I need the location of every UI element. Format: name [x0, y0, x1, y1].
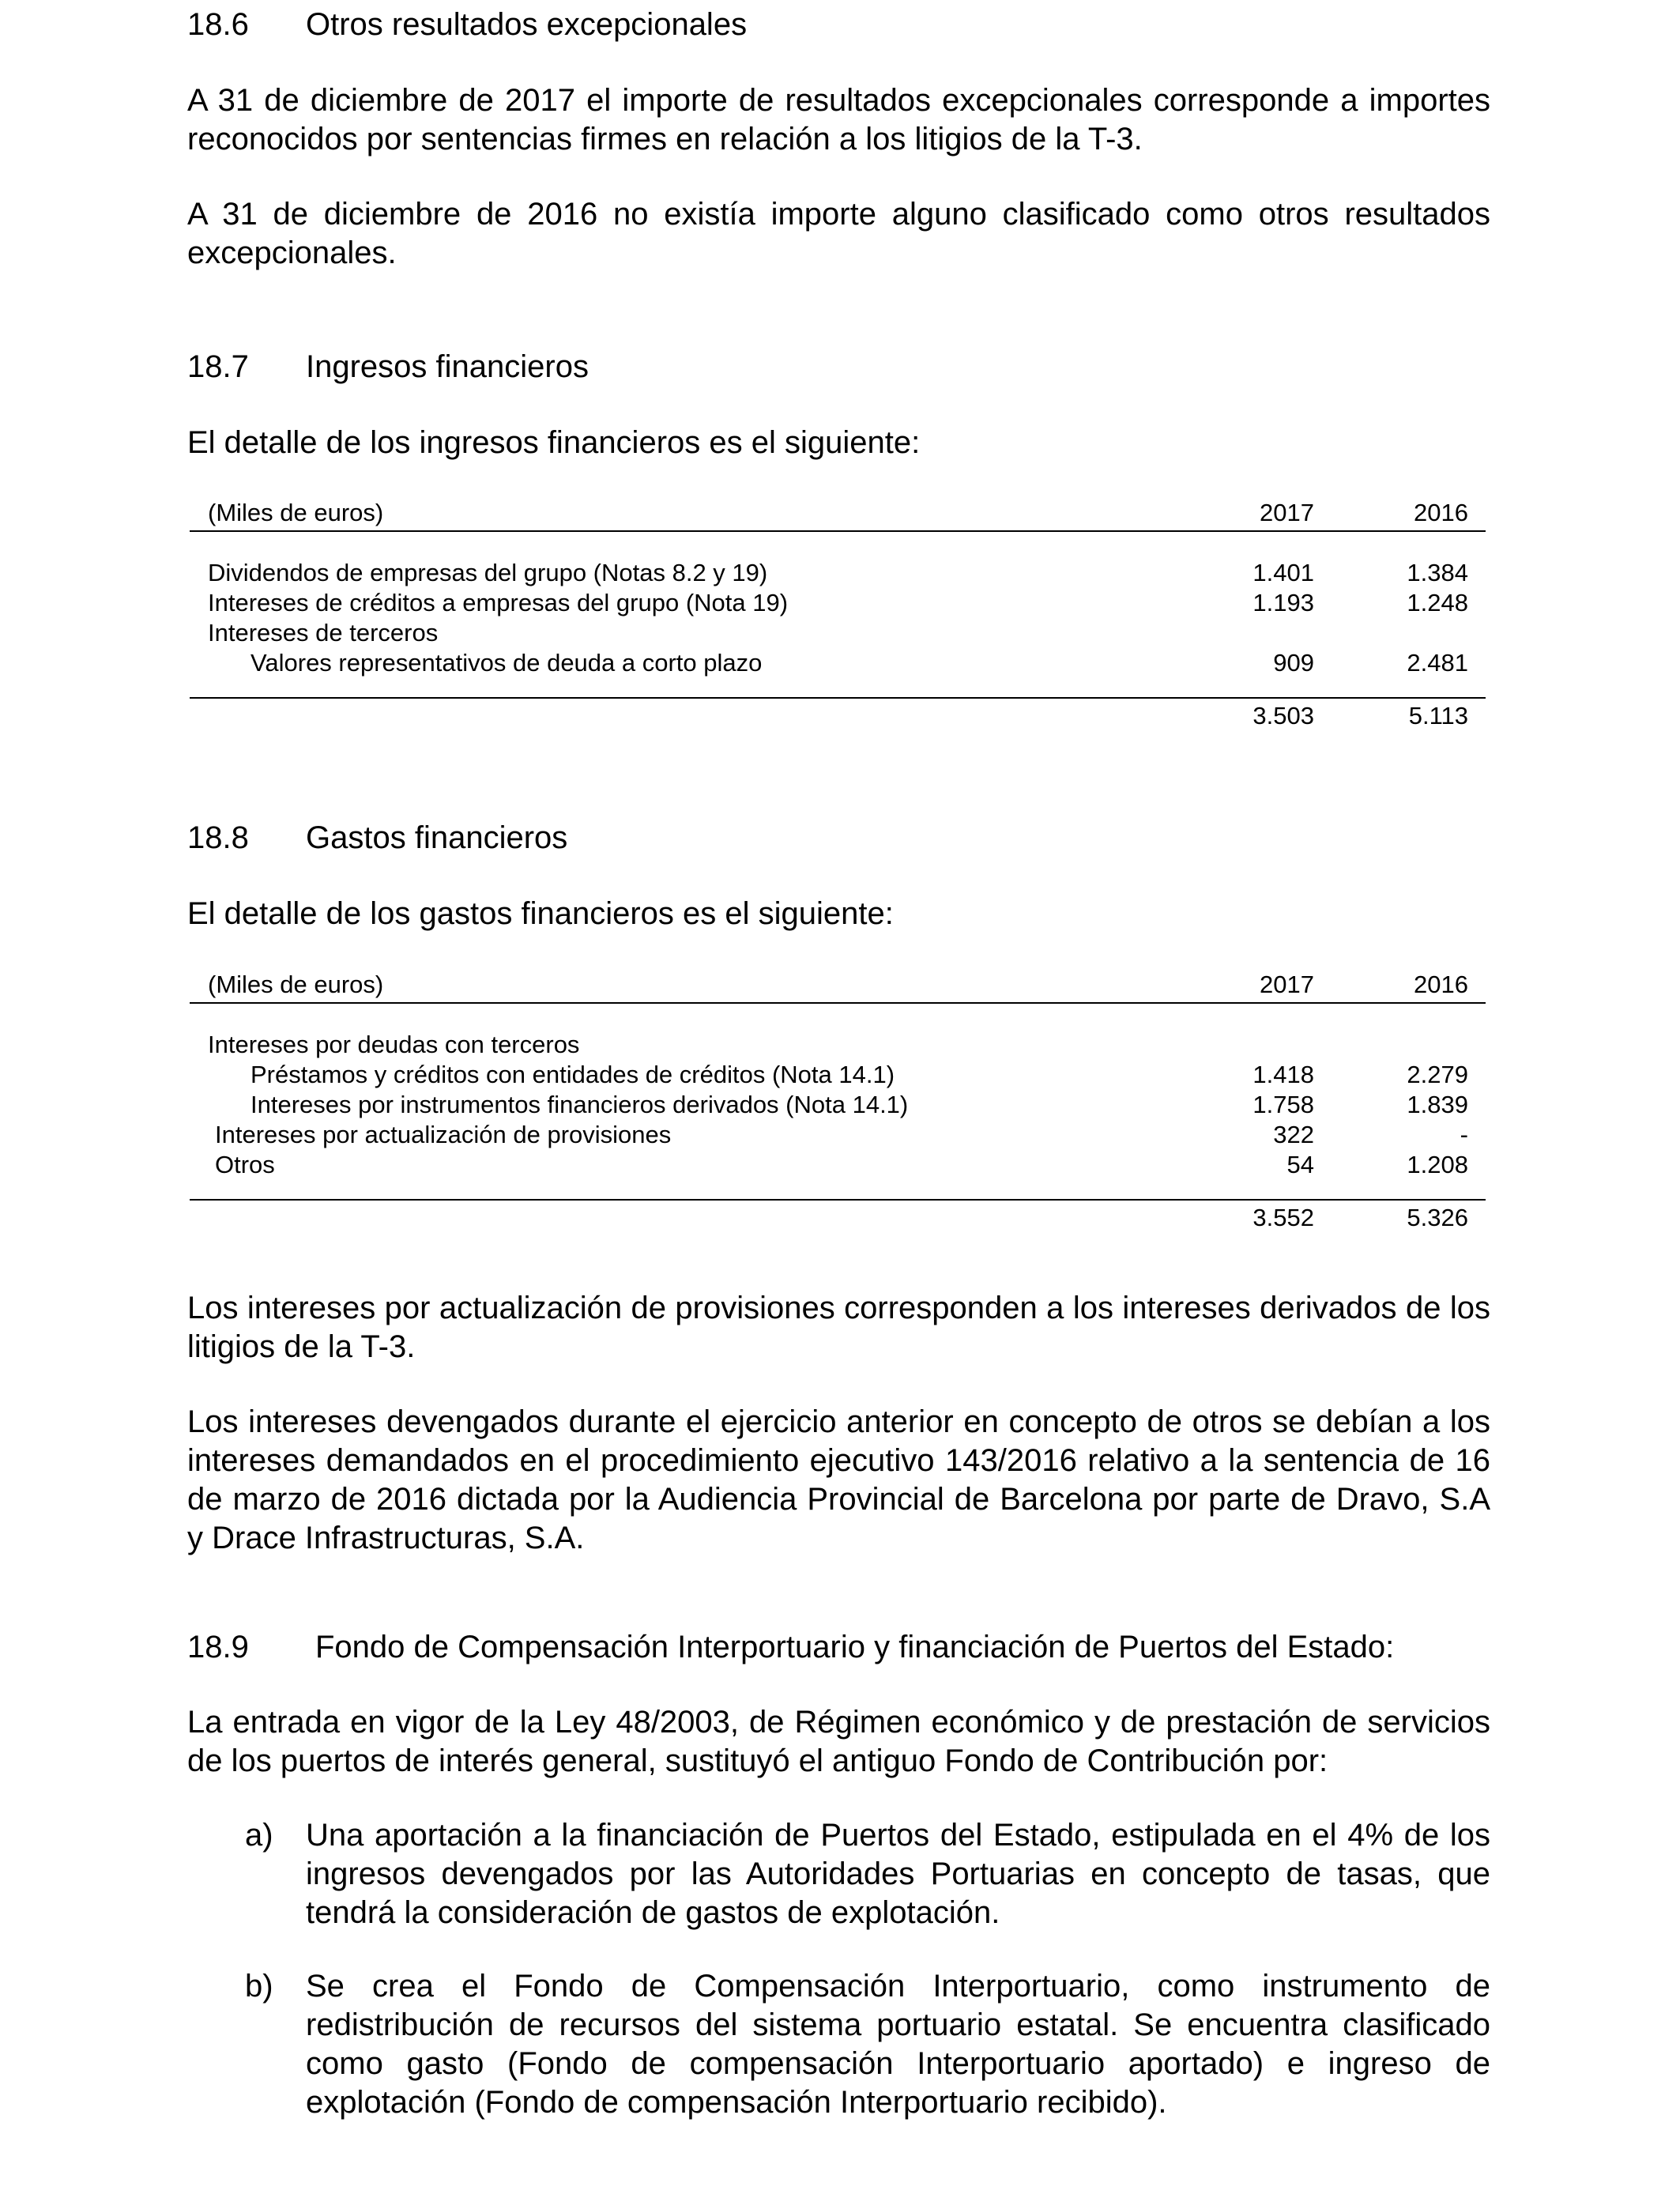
table-row: [190, 1060, 1486, 1090]
section-heading-18-7: [187, 348, 589, 386]
table-header-row: [190, 970, 1486, 1003]
row-value-2016: 1.208: [1407, 1151, 1468, 1178]
list-marker: a): [245, 1818, 273, 1853]
section-heading-18-6: [187, 6, 747, 43]
ingresos-financieros-table: [190, 498, 1486, 731]
row-value-2016: 1.839: [1407, 1091, 1468, 1118]
row-label: Intereses por instrumentos financieros derivados (Nota 14.1): [250, 1091, 909, 1118]
section-title: Otros resultados excepcionales: [306, 7, 748, 42]
list-item-text: Una aportación a la financiación de Puertos del Estado, estipulada en el 4% de los ingresos devengados por las Autoridades Portuarias en concepto de tasas, que tendrá la consideración de gastos de explotación.: [306, 1818, 1490, 1930]
table-header-label: (Miles de euros): [190, 498, 1188, 531]
row-label: Valores representativos de deuda a corto plazo: [250, 649, 763, 677]
table-row: [190, 558, 1486, 588]
table-row: [190, 1090, 1486, 1120]
section-heading-18-8: [187, 819, 567, 857]
paragraph: El detalle de los gastos financieros es el siguiente:: [187, 896, 894, 931]
row-value-2017: 54: [1286, 1151, 1314, 1178]
section-number: 18.8: [187, 820, 249, 855]
row-label: Intereses de créditos a empresas del grupo (Nota 19): [208, 589, 789, 616]
row-label: Intereses de terceros: [208, 619, 439, 647]
table-row: [190, 1120, 1486, 1150]
row-label: Intereses por actualización de provisiones: [215, 1121, 672, 1148]
table-row: [190, 588, 1486, 618]
section-number: 18.6: [187, 7, 249, 42]
row-label: Dividendos de empresas del grupo (Notas 8.2 y 19): [208, 559, 768, 586]
gastos-financieros-table: [190, 970, 1486, 1233]
table-header-2017: 2017: [1188, 498, 1314, 531]
row-value-2017: 909: [1273, 649, 1314, 677]
total-2016: 5.113: [1408, 702, 1468, 729]
section-title: Gastos financieros: [306, 820, 568, 855]
table-total-row: [190, 698, 1486, 731]
total-2017: 3.552: [1252, 1204, 1314, 1231]
paragraph: A 31 de diciembre de 2017 el importe de resultados excepcionales corresponde a importes reconocidos por sentencias firmes en relación a los litigios de la T-3.: [187, 83, 1490, 156]
list-marker: b): [245, 1969, 273, 2004]
row-value-2016: [1314, 1030, 1486, 1060]
table-header-label: (Miles de euros): [190, 970, 1188, 1003]
row-value-2017: [1188, 618, 1314, 648]
row-label: Préstamos y créditos con entidades de créditos (Nota 14.1): [250, 1061, 895, 1088]
section-title: Ingresos financieros: [306, 349, 589, 384]
list-item-text: Se crea el Fondo de Compensación Interportuario, como instrumento de redistribución de recursos del sistema portuario estatal. Se encuentra clasificado como gasto (Fondo de compensación Interportuario aportado) e ingreso de explotación (Fondo de compensación Interportuario recibido).: [306, 1969, 1490, 2120]
total-2016: 5.326: [1407, 1204, 1468, 1231]
paragraph: Los intereses devengados durante el ejercicio anterior en concepto de otros se debían a los intereses demandados en el procedimiento ejecutivo 143/2016 relativo a la sentencia de 16 de marzo de 2016 dictada por la Audiencia Provincial de Barcelona por parte de Dravo, S.A y Drace Infrastructuras, S.A.: [187, 1404, 1490, 1555]
table-header-2016: 2016: [1314, 498, 1486, 531]
paragraph: A 31 de diciembre de 2016 no existía importe alguno clasificado como otros resultados excepcionales.: [187, 197, 1490, 270]
row-value-2017: 322: [1273, 1121, 1314, 1148]
row-value-2017: [1188, 1030, 1314, 1060]
table-row: [190, 618, 1486, 648]
table-header-row: [190, 498, 1486, 531]
row-value-2017: 1.193: [1252, 589, 1314, 616]
row-value-2017: 1.418: [1252, 1061, 1314, 1088]
table-total-row: [190, 1200, 1486, 1233]
table-row: [190, 648, 1486, 678]
row-label: Otros: [215, 1151, 275, 1178]
row-value-2017: 1.758: [1252, 1091, 1314, 1118]
total-2017: 3.503: [1252, 702, 1314, 729]
table-header-2016: 2016: [1314, 970, 1486, 1003]
row-label: Intereses por deudas con terceros: [208, 1031, 580, 1058]
row-value-2016: 2.279: [1407, 1061, 1468, 1088]
paragraph: El detalle de los ingresos financieros es el siguiente:: [187, 425, 921, 460]
row-value-2017: 1.401: [1252, 559, 1314, 586]
section-title: Fondo de Compensación Interportuario y financiación de Puertos del Estado:: [315, 1630, 1395, 1664]
section-number: 18.7: [187, 349, 249, 384]
table-row: [190, 1030, 1486, 1060]
row-value-2016: 1.384: [1407, 559, 1468, 586]
section-heading-18-9: [187, 1628, 1394, 1666]
table-row: [190, 1150, 1486, 1180]
section-number: 18.9: [187, 1630, 249, 1664]
table-header-2017: 2017: [1188, 970, 1314, 1003]
paragraph: Los intereses por actualización de provisiones corresponden a los intereses derivados de los litigios de la T-3.: [187, 1291, 1490, 1364]
row-value-2016: [1314, 618, 1486, 648]
row-value-2016: 1.248: [1407, 589, 1468, 616]
row-value-2016: 2.481: [1407, 649, 1468, 677]
row-value-2016: -: [1460, 1121, 1468, 1148]
paragraph: La entrada en vigor de la Ley 48/2003, de Régimen económico y de prestación de servicios de los puertos de interés general, sustituyó el antiguo Fondo de Contribución por:: [187, 1705, 1490, 1778]
